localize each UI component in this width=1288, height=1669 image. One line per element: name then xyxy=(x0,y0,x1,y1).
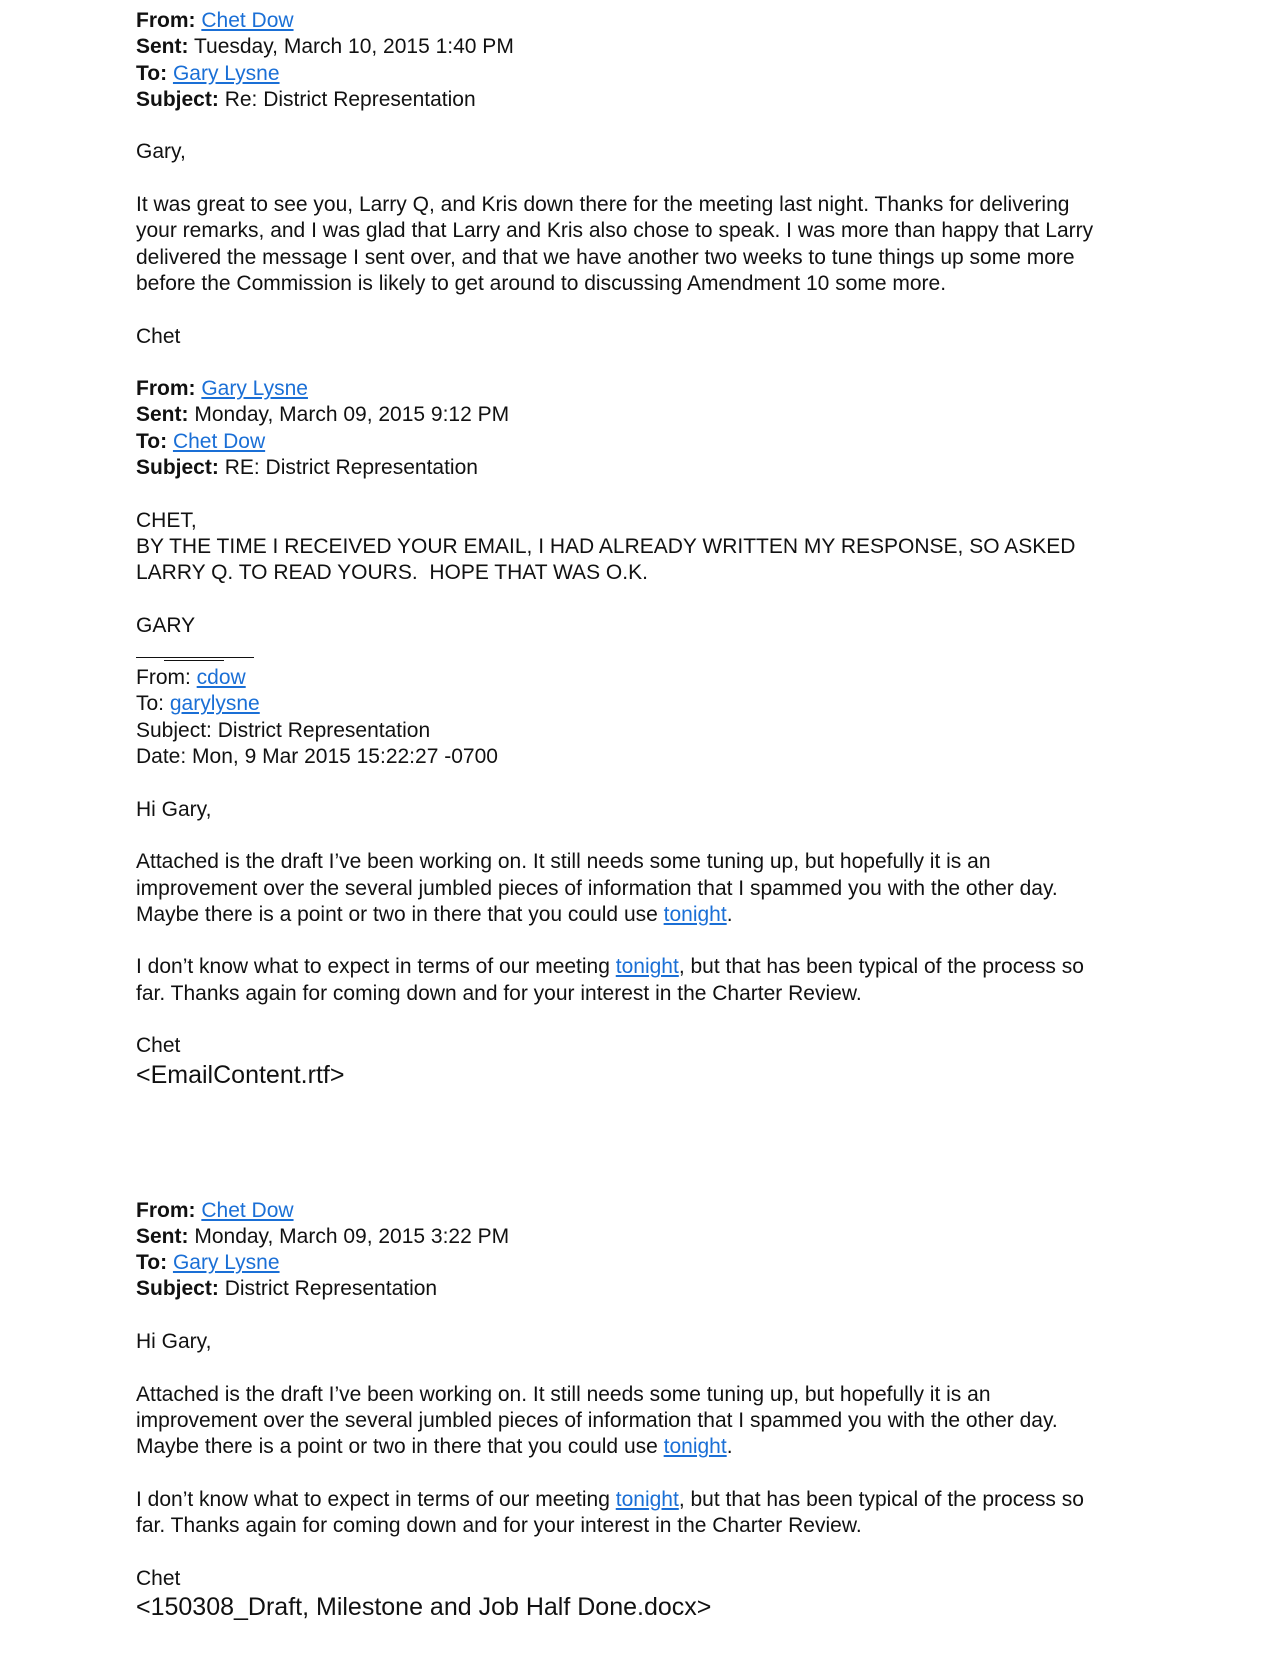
email-1 xyxy=(136,8,1136,376)
body-line: LARRY Q. TO READ YOURS. HOPE THAT WAS O.K. xyxy=(136,561,648,585)
email-thread xyxy=(136,8,1136,1622)
body-line: far. Thanks again for coming down and for your interest in the Charter Review. xyxy=(136,981,862,1005)
sender-link[interactable]: cdow xyxy=(196,666,246,690)
email-2-from-row xyxy=(136,376,1136,402)
body-text: , but that has been typical of the process so xyxy=(678,955,1084,979)
separator-line xyxy=(136,639,254,658)
greeting: Gary, xyxy=(136,140,186,164)
sent-label: Sent: xyxy=(136,1224,189,1248)
tonight-link[interactable]: tonight xyxy=(615,955,679,979)
quoted-date-row xyxy=(136,744,1136,770)
sent-label: Sent: xyxy=(136,35,189,59)
to-label: To: xyxy=(136,61,168,85)
email-1-to-row xyxy=(136,61,1136,87)
email-3-sent-row xyxy=(136,1224,1136,1250)
body-line xyxy=(136,954,1136,980)
body-line: Attached is the draft I’ve been working on. It still needs some tuning up, but hopefully it is an xyxy=(136,850,991,874)
sender-link[interactable]: Chet Dow xyxy=(201,9,294,32)
recipient-link[interactable]: garylysne xyxy=(169,692,260,716)
recipient-link[interactable]: Gary Lysne xyxy=(172,61,280,85)
quoted-to-row xyxy=(136,691,1136,717)
quoted-subject-row xyxy=(136,718,1136,744)
tonight-link[interactable]: tonight xyxy=(615,1487,679,1511)
email-2-to-row xyxy=(136,429,1136,455)
email-2-subject-row xyxy=(136,455,1136,481)
email-3 xyxy=(136,1198,1136,1622)
body-text: . xyxy=(726,1435,733,1459)
body-line: Attached is the draft I’ve been working on. It still needs some tuning up, but hopefully it is an xyxy=(136,1382,991,1406)
subject-label: Subject: xyxy=(136,1277,219,1301)
sent-value: Tuesday, March 10, 2015 1:40 PM xyxy=(193,35,514,59)
email-3-subject-row xyxy=(136,1276,1136,1302)
email-3-to-row xyxy=(136,1250,1136,1276)
subject-label: Subject: xyxy=(136,87,219,111)
body-line: improvement over the several jumbled pieces of information that I spammed you with the other day. xyxy=(136,1408,1058,1432)
recipient-link[interactable]: Gary Lysne xyxy=(172,1251,280,1275)
subject-value: District Representation xyxy=(224,1277,438,1301)
body-line: far. Thanks again for coming down and for your interest in the Charter Review. xyxy=(136,1514,862,1538)
greeting: Hi Gary, xyxy=(136,797,212,821)
subject-value: District Representation xyxy=(217,718,431,742)
recipient-link[interactable]: Chet Dow xyxy=(172,429,266,453)
body-line xyxy=(136,902,1136,928)
body-line: your remarks, and I was glad that Larry and Kris also chose to speak. I was more than happy that Larry xyxy=(136,219,1094,243)
signature: Chet xyxy=(136,324,181,348)
email-1-sent-row xyxy=(136,34,1136,60)
from-label: From: xyxy=(136,9,196,32)
email-2 xyxy=(136,376,1136,658)
signature: Chet xyxy=(136,1566,181,1590)
sender-link[interactable]: Chet Dow xyxy=(201,1198,294,1222)
signature: Chet xyxy=(136,1034,181,1058)
email-1-subject-row xyxy=(136,87,1136,113)
from-label: From: xyxy=(136,1198,196,1222)
body-line: improvement over the several jumbled pieces of information that I spammed you with the other day. xyxy=(136,876,1058,900)
attachment-name[interactable]: <EmailContent.rtf> xyxy=(136,1060,345,1089)
signature: GARY xyxy=(136,613,196,637)
subject-value: Re: District Representation xyxy=(224,87,476,111)
body-line: BY THE TIME I RECEIVED YOUR EMAIL, I HAD ALREADY WRITTEN MY RESPONSE, SO ASKED xyxy=(136,534,1076,558)
date-label: Date: xyxy=(136,745,187,769)
from-label: From: xyxy=(136,666,191,690)
tonight-link[interactable]: tonight xyxy=(663,902,727,926)
greeting: Hi Gary, xyxy=(136,1330,212,1354)
greeting: CHET, xyxy=(136,508,197,532)
to-label: To: xyxy=(136,429,168,453)
sent-value: Monday, March 09, 2015 3:22 PM xyxy=(194,1224,510,1248)
body-text: I don’t know what to expect in terms of our meeting xyxy=(136,955,616,979)
email-2-sent-row xyxy=(136,402,1136,428)
body-line: delivered the message I sent over, and that we have another two weeks to tune things up some more xyxy=(136,245,1075,269)
email-3-from-row xyxy=(136,1198,1136,1224)
date-value: Mon, 9 Mar 2015 15:22:27 -0700 xyxy=(192,745,498,769)
subject-label: Subject: xyxy=(136,718,212,742)
body-text: I don’t know what to expect in terms of our meeting xyxy=(136,1487,616,1511)
from-label: From: xyxy=(136,377,196,401)
email-1-from-row xyxy=(136,8,1136,34)
sent-label: Sent: xyxy=(136,403,189,427)
attachment-name[interactable]: <150308_Draft, Milestone and Job Half Done.docx> xyxy=(136,1593,712,1622)
body-line xyxy=(136,1434,1136,1460)
body-text: Maybe there is a point or two in there that you could use xyxy=(136,1435,664,1459)
body-line: before the Commission is likely to get around to discussing Amendment 10 some more. xyxy=(136,271,947,295)
subject-label: Subject: xyxy=(136,456,219,480)
tonight-link[interactable]: tonight xyxy=(663,1435,727,1459)
sent-value: Monday, March 09, 2015 9:12 PM xyxy=(194,403,510,427)
body-line xyxy=(136,1487,1136,1513)
body-text: . xyxy=(726,902,733,926)
sender-link[interactable]: Gary Lysne xyxy=(201,377,308,401)
to-label: To: xyxy=(136,1251,168,1275)
body-text: , but that has been typical of the process so xyxy=(678,1487,1084,1511)
body-line: It was great to see you, Larry Q, and Kris down there for the meeting last night. Thanks for delivering xyxy=(136,193,1070,217)
quoted-message xyxy=(136,665,1136,1089)
quoted-from-row xyxy=(136,665,1136,691)
subject-value: RE: District Representation xyxy=(224,456,478,480)
body-text: Maybe there is a point or two in there that you could use xyxy=(136,902,664,926)
to-label: To: xyxy=(136,692,165,716)
